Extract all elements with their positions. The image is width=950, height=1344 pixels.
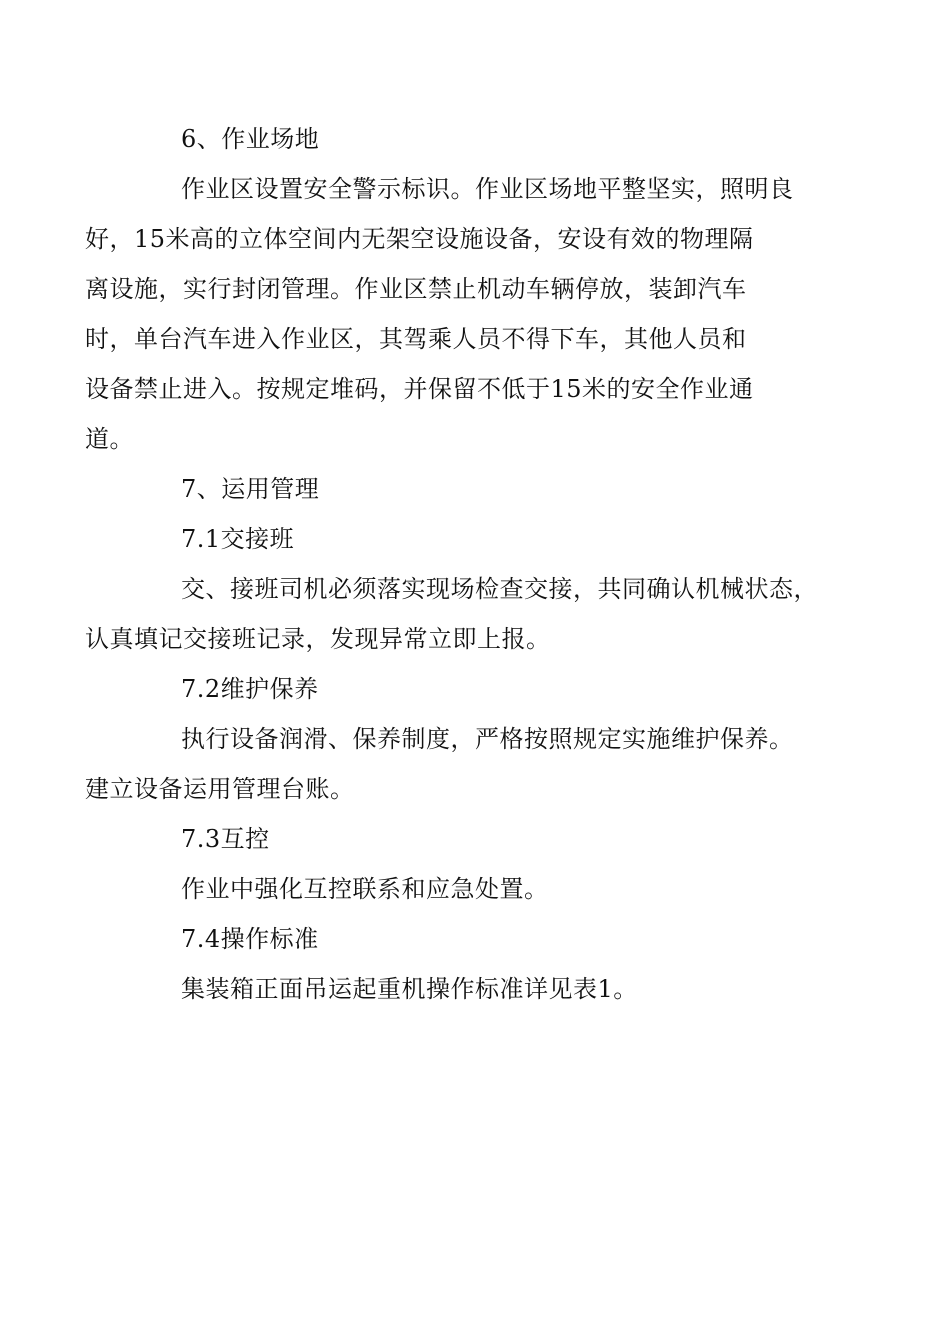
paragraph-line: 执行设备润滑、保养制度，严格按照规定实施维护保养。 [181, 725, 794, 753]
paragraph-line: 交、接班司机必须落实现场检查交接，共同确认机械状态， [181, 575, 818, 603]
paragraph-line: 时，单台汽车进入作业区，其驾乘人员不得下车，其他人员和 [85, 325, 747, 353]
maintenance-paragraph [85, 714, 833, 814]
paragraph-line: 建立设备运用管理台账。 [85, 775, 355, 803]
paragraph-line: 好，15米高的立体空间内无架空设施设备，安设有效的物理隔 [85, 225, 754, 253]
mutual-control-paragraph: 作业中强化互控联系和应急处置。 [181, 875, 549, 903]
work-site-paragraph [85, 164, 833, 464]
paragraph-line: 离设施，实行封闭管理。作业区禁止机动车辆停放，装卸汽车 [85, 275, 747, 303]
section-heading-operation-management: 7、运用管理 [181, 475, 320, 503]
section-heading-work-site: 6、作业场地 [181, 125, 320, 153]
subsection-heading-maintenance: 7.2维护保养 [181, 675, 319, 703]
document-body [85, 114, 833, 1014]
paragraph-line: 设备禁止进入。按规定堆码，并保留不低于15米的安全作业通 [85, 375, 754, 403]
shift-handover-paragraph [85, 564, 833, 664]
subsection-heading-shift-handover: 7.1交接班 [181, 525, 295, 553]
operation-standard-paragraph: 集装箱正面吊运起重机操作标准详见表1。 [181, 975, 638, 1003]
paragraph-line: 认真填记交接班记录，发现异常立即上报。 [85, 625, 551, 653]
subsection-heading-operation-standard: 7.4操作标准 [181, 925, 319, 953]
subsection-heading-mutual-control: 7.3互控 [181, 825, 270, 853]
paragraph-line: 作业区设置安全警示标识。作业区场地平整坚实，照明良 [181, 175, 794, 203]
paragraph-line: 道。 [85, 425, 134, 453]
